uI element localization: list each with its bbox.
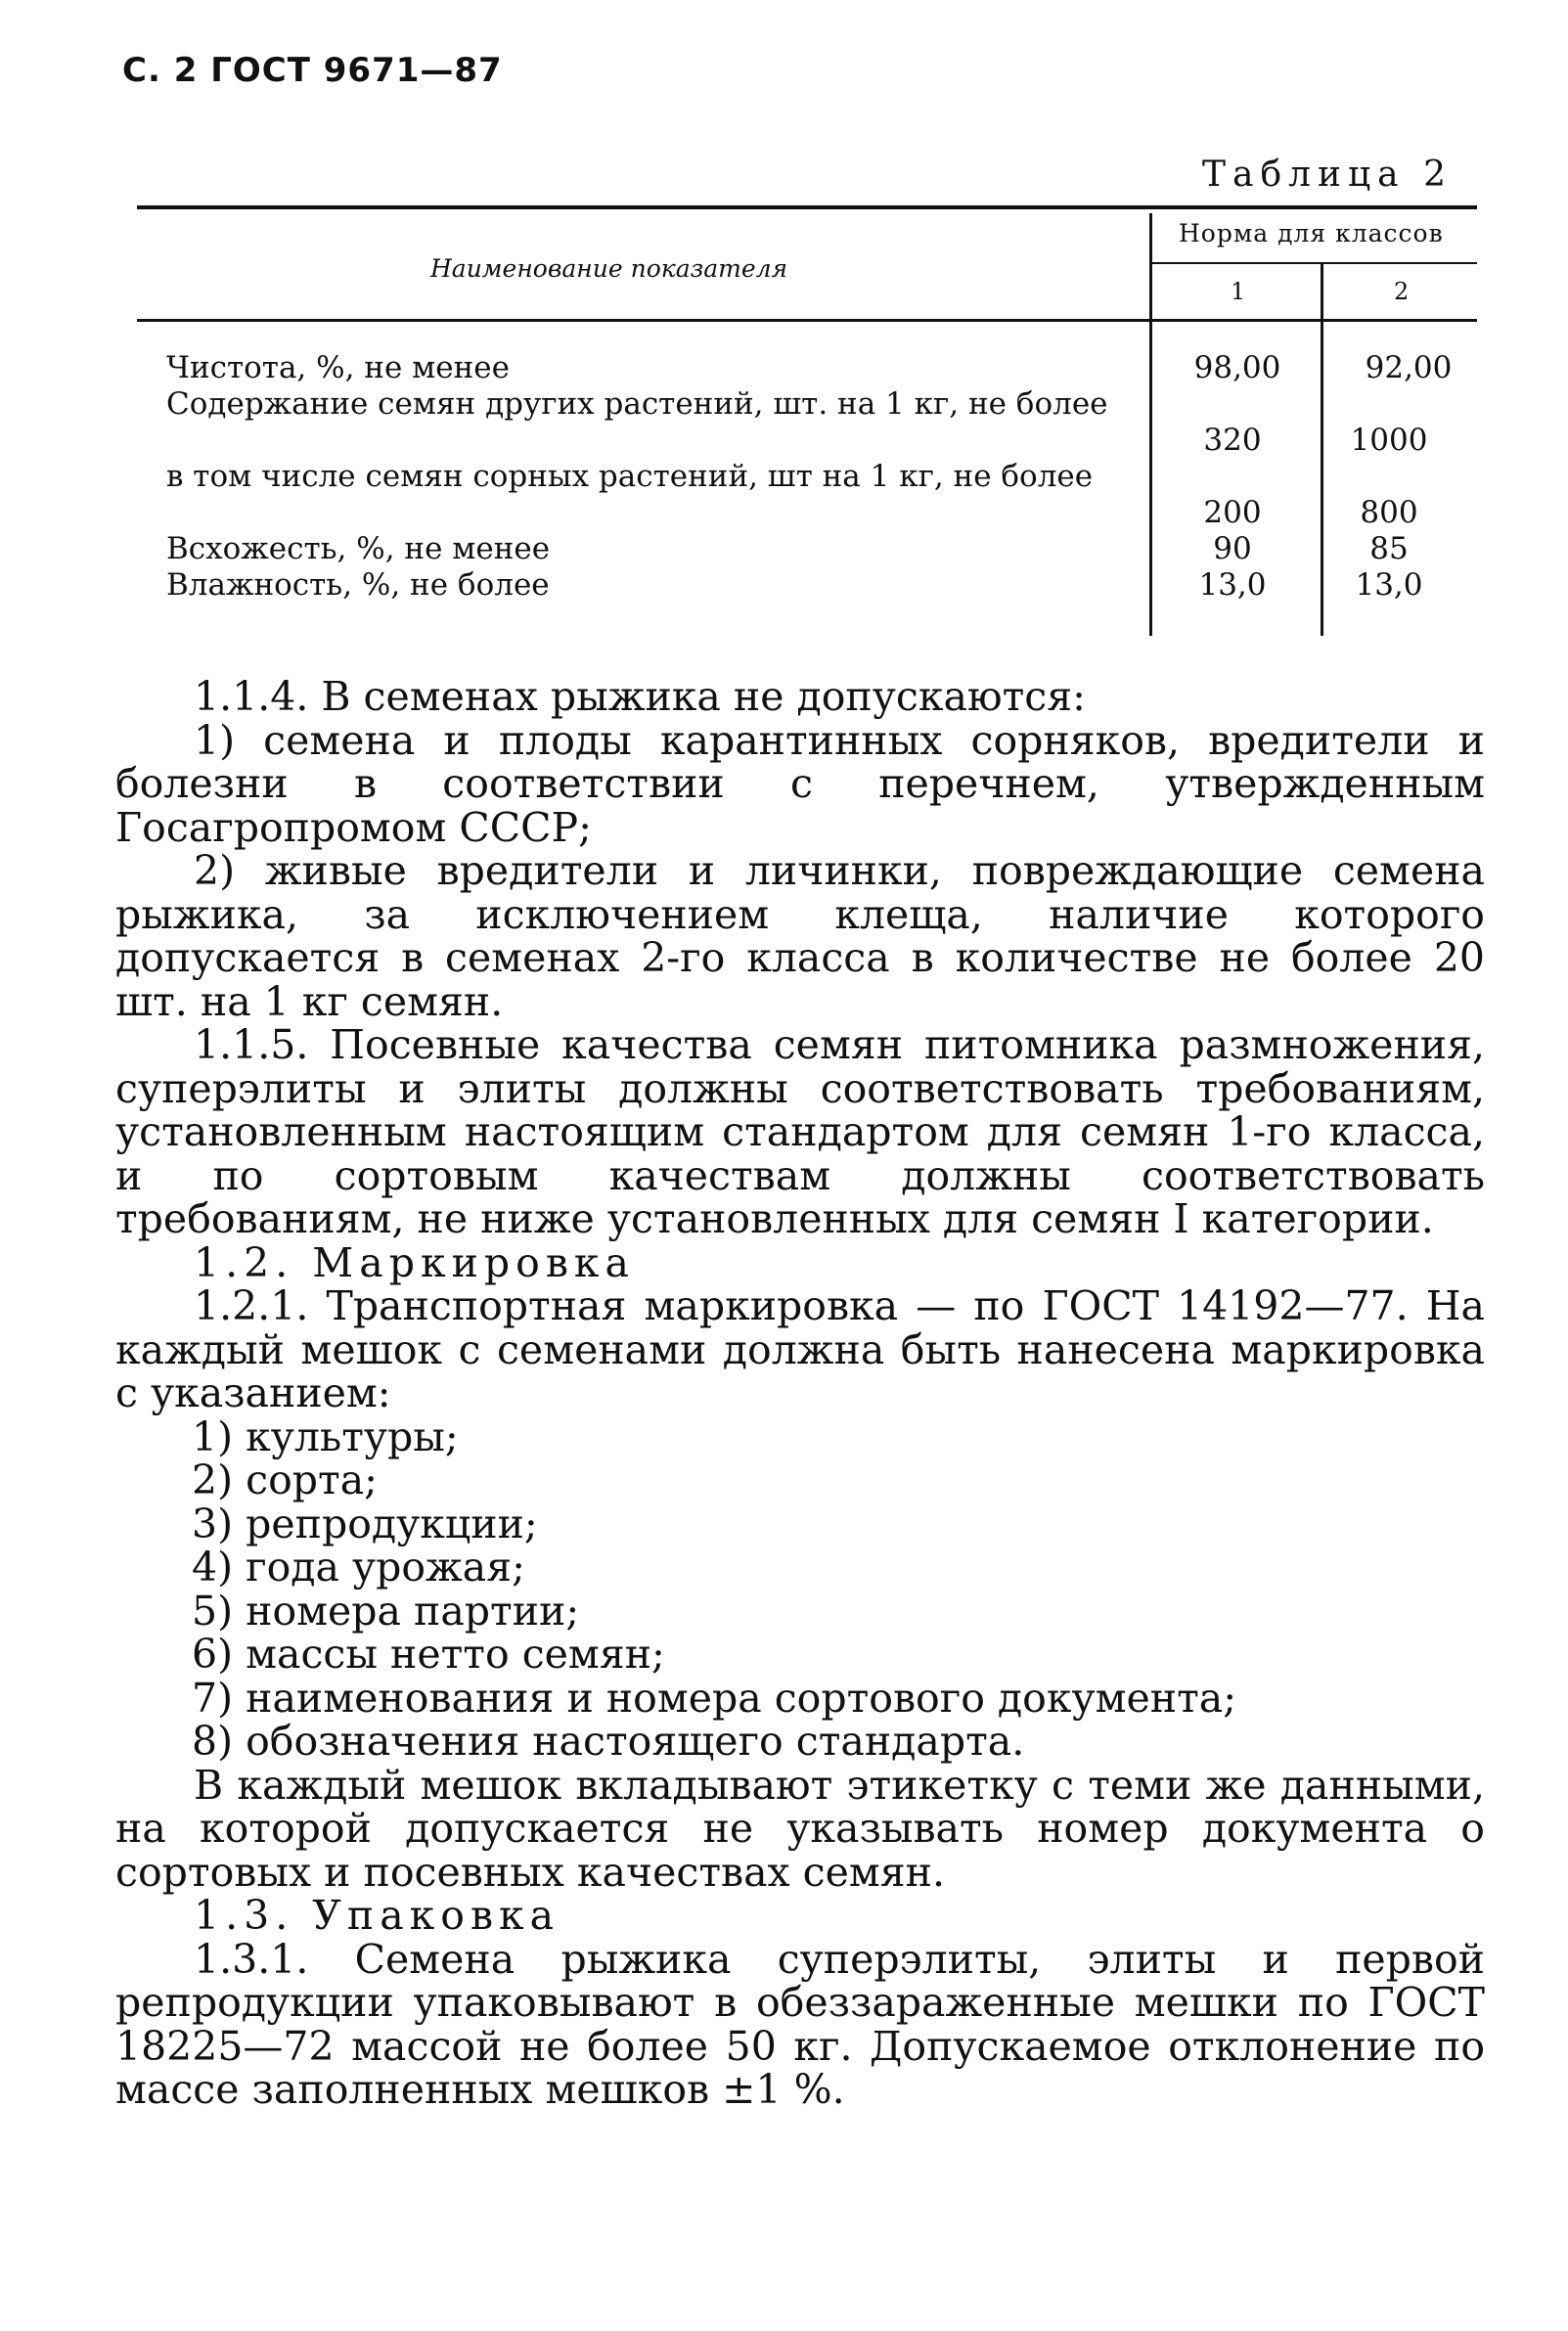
class-1-header: 1 [1231,278,1246,305]
paragraph-1-1-4-item-1: 1) семена и плоды карантинных сорняков, вредители и болезни в соответствии с перечнем, утвержденным Госагропромом СССР; [115,716,1485,851]
section-heading-packaging: 1.3. Упаковка [194,1892,560,1939]
cell-purity-c2: 92,00 [1365,350,1453,385]
row-name-purity: Чистота, %, не менее [166,350,510,385]
list-item: 5) номера партии; [192,1587,580,1635]
paragraph-1-1-4: 1.1.4. В семенах рыжика не допускаются: [194,673,1086,720]
row-name-other-seeds: Содержание семян других растений, шт. на 1 кг, не более [166,386,1108,422]
row-name-weed-seeds: в том числе семян сорных растений, шт на 1 кг, не более [166,459,1094,494]
cell-germination-c2: 85 [1369,531,1409,566]
paragraph-1-3-1: 1.3.1. Семена рыжика суперэлиты, элиты и первой репродукции упаковывают в обеззараженные мешки по ГОСТ 18225—72 массой не более 50 кг. Допускаемое отклонение по массе заполненных мешков ±1 %. [115,1935,1485,2113]
list-item: 4) года урожая; [192,1544,525,1591]
section-heading-marking: 1.2. Маркировка [194,1238,635,1286]
list-item: 1) культуры; [192,1412,459,1460]
class-2-header: 2 [1394,278,1410,305]
paragraph-1-1-5: 1.1.5. Посевные качества семян питомника размножения, суперэлиты и элиты должны соответствовать требованиям, установленным настоящим стандартом для семян 1-го класса, и по сортовым качествам должны соответствовать требованиям, не ниже установленных для семян I категории. [115,1021,1485,1242]
col-norm-header: Норма для классов [1179,219,1444,247]
cell-weed-seeds-c2: 800 [1360,495,1418,530]
page-header: С. 2 ГОСТ 9671—87 [122,51,503,90]
list-item: 2) сорта; [192,1457,378,1503]
body-text [115,675,1485,2112]
cell-purity-c1: 98,00 [1193,350,1281,385]
cell-moisture-c2: 13,0 [1355,567,1423,603]
table-caption: Таблица 2 [1202,155,1453,195]
col-name-header: Наименование показателя [430,254,788,283]
cell-germination-c1: 90 [1213,531,1252,566]
cell-other-seeds-c2: 1000 [1350,423,1428,458]
table-subheader-rule [1149,262,1477,264]
row-name-germination: Всхожесть, %, не менее [166,531,551,566]
row-name-moisture: Влажность, %, не более [166,567,550,603]
cell-moisture-c1: 13,0 [1198,567,1267,603]
table-2 [137,205,1477,636]
table-divider-name [1149,213,1152,636]
paragraph-1-1-4-item-2: 2) живые вредители и личинки, повреждающие семена рыжика, за исключением клеща, наличие которого допускается в семенах 2-го класса в количестве не более 20 шт. на 1 кг семян. [115,847,1485,1025]
list-item: 6) массы нетто семян; [192,1631,665,1678]
table-header-rule [137,319,1477,322]
list-item: 3) репродукции; [192,1500,538,1547]
paragraph-1-2-1: 1.2.1. Транспортная маркировка — по ГОСТ 14192—77. На каждый мешок с семенами должна быть нанесена маркировка с указанием: [115,1282,1485,1416]
cell-other-seeds-c1: 320 [1203,423,1262,458]
list-item: 8) обозначения настоящего стандарта. [192,1718,1025,1765]
table-top-rule [137,205,1477,209]
paragraph-label: В каждый мешок вкладывают этикетку с теми же данными, на которой допускается не указывать номер документа о сортовых и посевных качествах семян. [115,1761,1485,1896]
list-item: 7) наименования и номера сортового документа; [192,1674,1237,1722]
cell-weed-seeds-c1: 200 [1203,495,1262,530]
